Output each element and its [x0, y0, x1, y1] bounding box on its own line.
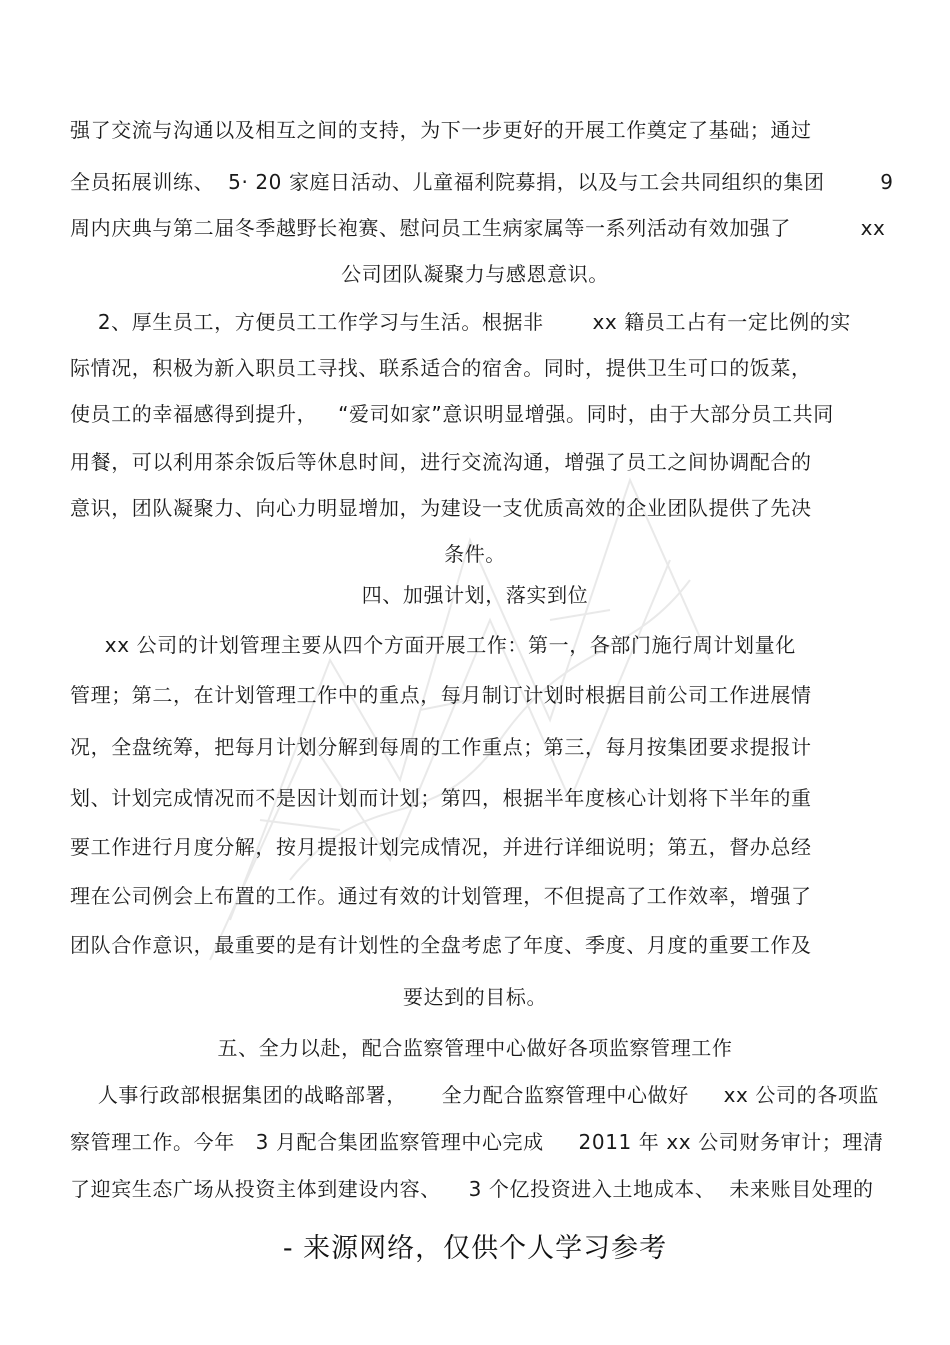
- body-text-line: 管理；第二，在计划管理工作中的重点，每月制订计划时根据目前公司工作进展情: [70, 683, 812, 707]
- body-text-line: 强了交流与沟通以及相互之间的支持，为下一步更好的开展工作奠定了基础；通过: [70, 118, 812, 142]
- body-text-line: 团队合作意识，最重要的是有计划性的全盘考虑了年度、季度、月度的重要工作及: [70, 933, 812, 957]
- body-text-line: 意识，团队凝聚力、向心力明显增加，为建设一支优质高效的企业团队提供了先决: [70, 496, 812, 520]
- body-text-line: 全员拓展训练、 5· 20 家庭日活动、儿童福利院募捐，以及与工会共同组织的集团 9: [70, 170, 894, 194]
- body-text-line: 察管理工作。今年 3 月配合集团监察管理中心完成 2011 年 xx 公司财务审计；理清: [70, 1130, 884, 1154]
- body-text-line: 了迎宾生态广场从投资主体到建设内容、 3 个亿投资进入土地成本、 未来账目处理的: [70, 1177, 874, 1201]
- body-text-line: 要工作进行月度分解，按月提报计划完成情况，并进行详细说明；第五，督办总经: [70, 835, 812, 859]
- heading-line: 要达到的目标。: [402, 985, 548, 1009]
- body-text-line: 周内庆典与第二届冬季越野长袍赛、慰问员工生病家属等一系列活动有效加强了 xx: [70, 216, 886, 240]
- body-text-line: 理在公司例会上布置的工作。通过有效的计划管理，不但提高了工作效率，增强了: [70, 884, 812, 908]
- body-text-line: 2、厚生员工，方便员工工作学习与生活。根据非 xx 籍员工占有一定比例的实: [70, 310, 851, 334]
- body-text-line: 用餐，可以利用茶余饭后等休息时间，进行交流沟通，增强了员工之间协调配合的: [70, 450, 812, 474]
- body-text-line: 使员工的幸福感得到提升， “爱司如家”意识明显增强。同时，由于大部分员工共同: [70, 402, 834, 426]
- heading-line: 四、加强计划，落实到位: [361, 583, 589, 607]
- heading-line: 条件。: [444, 542, 506, 566]
- heading-line: 公司团队凝聚力与感恩意识。: [341, 262, 609, 286]
- body-text-line: xx 公司的计划管理主要从四个方面开展工作：第一，各部门施行周计划量化: [70, 633, 796, 657]
- body-text-line: 况，全盘统筹，把每月计划分解到每周的工作重点；第三，每月按集团要求提报计: [70, 735, 812, 759]
- body-text-line: 际情况，积极为新入职员工寻找、联系适合的宿舍。同时，提供卫生可口的饭菜，: [70, 356, 812, 380]
- heading-line: 五、全力以赴，配合监察管理中心做好各项监察管理工作: [217, 1036, 733, 1060]
- body-text-line: 划、计划完成情况而不是因计划而计划；第四，根据半年度核心计划将下半年的重: [70, 786, 812, 810]
- body-text-line: 人事行政部根据集团的战略部署， 全力配合监察管理中心做好 xx 公司的各项监: [70, 1083, 880, 1107]
- footer-note: - 来源网络，仅供个人学习参考: [282, 1233, 668, 1264]
